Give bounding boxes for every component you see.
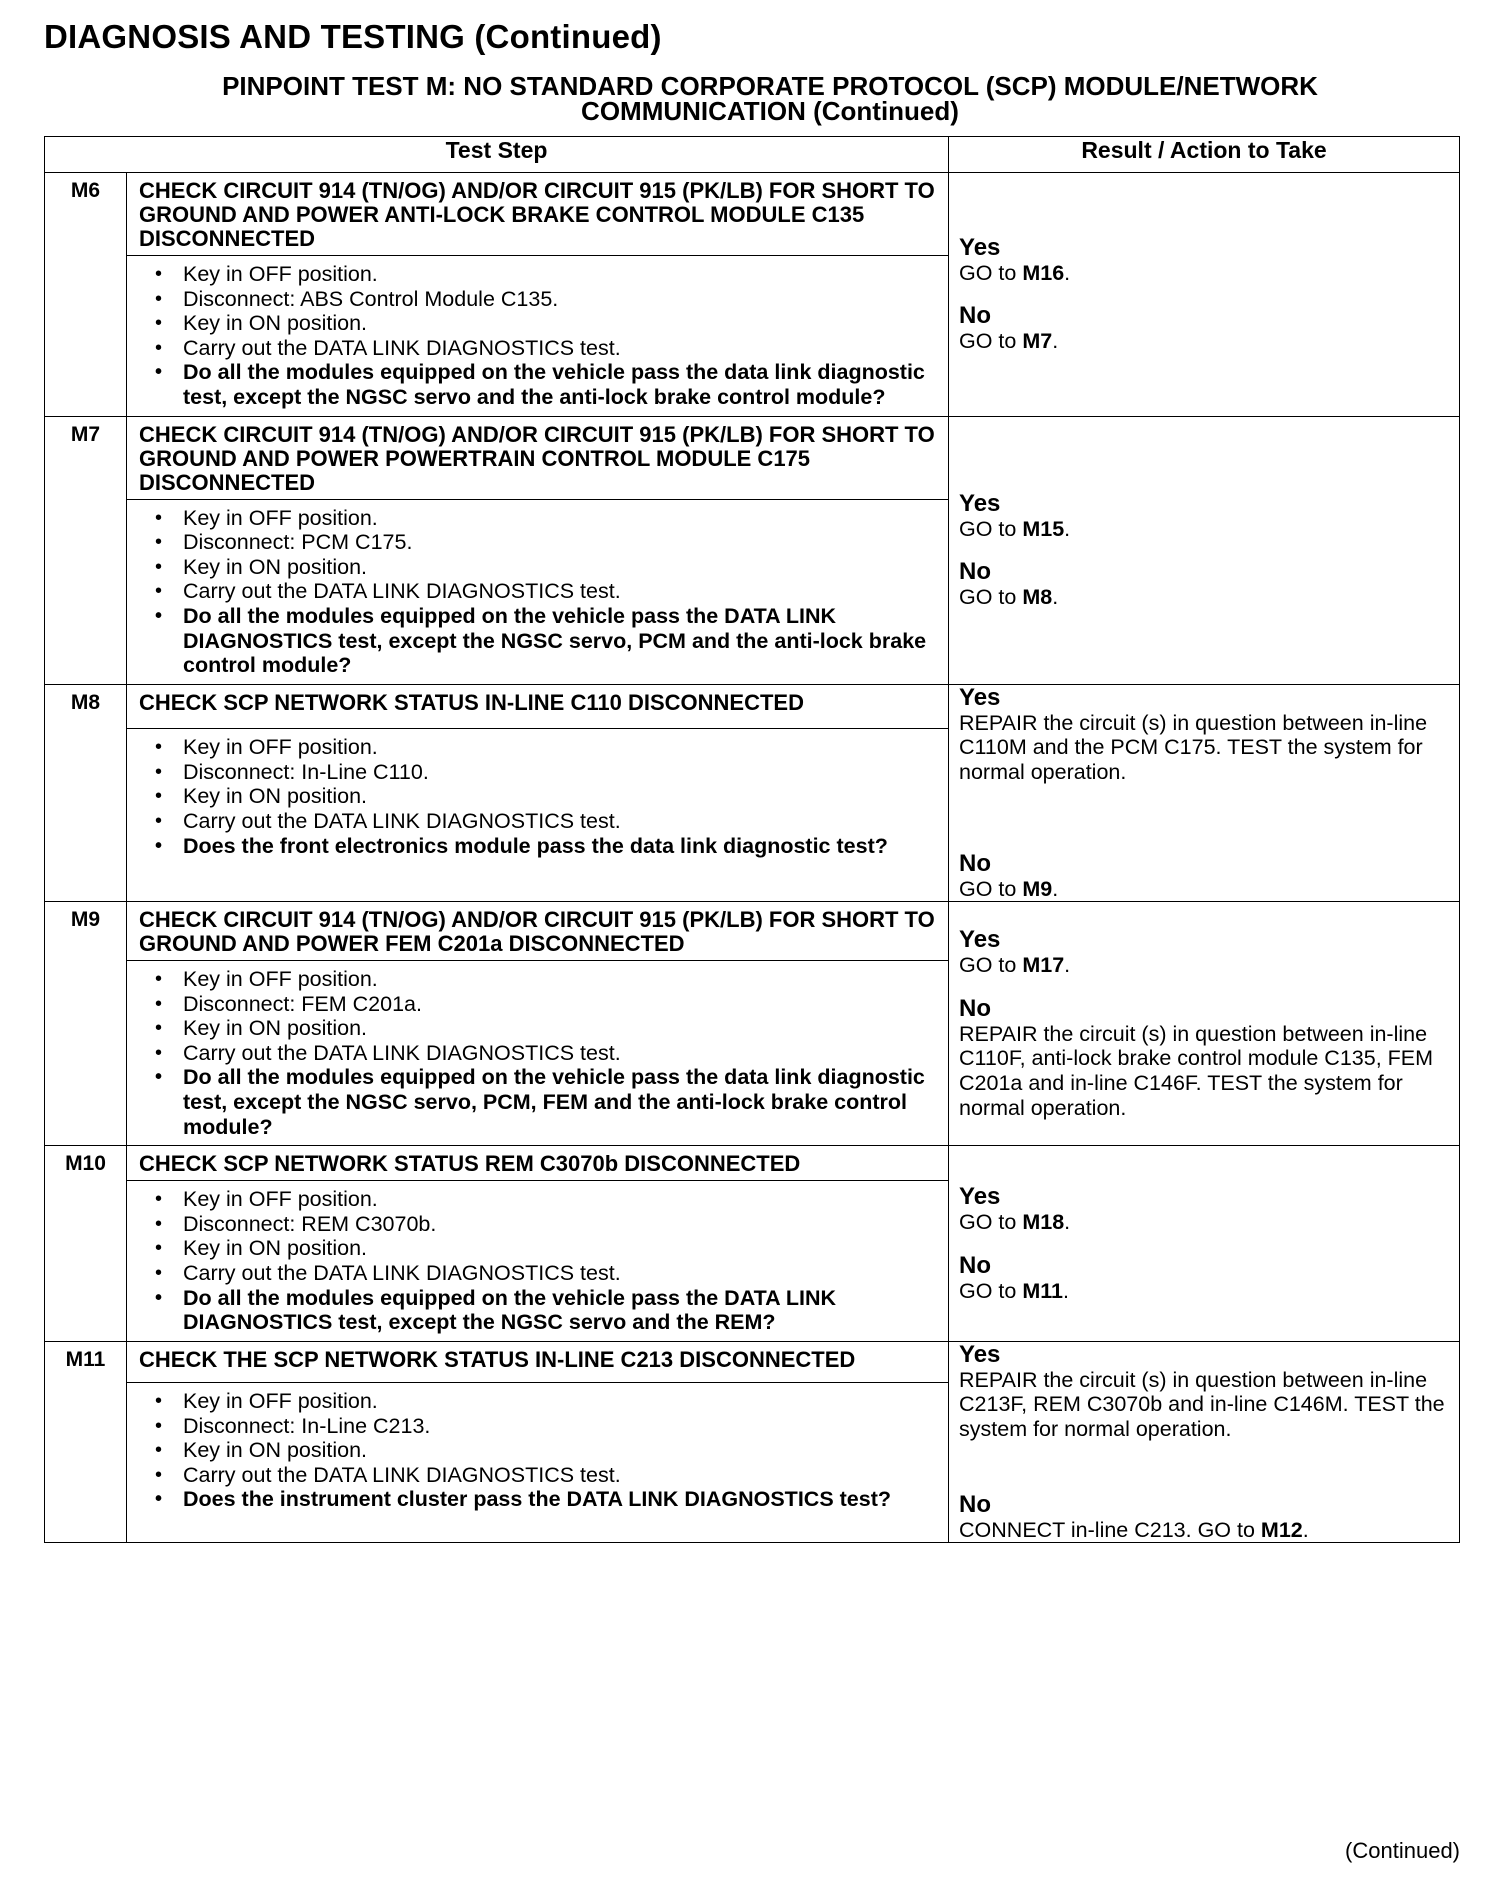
action-list xyxy=(127,967,942,1139)
yes-text: GO to xyxy=(959,516,1023,541)
yes-label: Yes xyxy=(959,683,1001,711)
step-question: • Do all the modules equipped on the vehicle pass the DATA LINK DIAGNOSTICS test, except the NGSC servo and the REM? xyxy=(155,1286,942,1335)
step-title-row xyxy=(45,416,1460,499)
yes-end: . xyxy=(1064,1209,1071,1234)
no-action xyxy=(959,585,1455,610)
action-list xyxy=(127,1187,942,1335)
result-cell xyxy=(949,173,1460,417)
step-id: M7 xyxy=(45,416,127,499)
yes-action xyxy=(959,1368,1455,1442)
table-header xyxy=(45,137,1460,173)
no-ref: M9 xyxy=(1022,876,1053,901)
yes-text: REPAIR the circuit (s) in question between in-line C213F, REM C3070b and in-line C146M. TEST the system for normal operation. xyxy=(959,1367,1445,1441)
step-body xyxy=(127,729,949,902)
yes-ref: M15 xyxy=(1022,516,1065,541)
no-action xyxy=(959,877,1455,902)
pinpoint-test-table xyxy=(44,136,1460,1543)
action-item: • Key in ON position. xyxy=(155,784,942,809)
action-item: • Key in OFF position. xyxy=(155,1187,942,1212)
step-title-row xyxy=(45,173,1460,256)
yes-action xyxy=(959,517,1455,542)
no-text: GO to xyxy=(959,1278,1023,1303)
yes-label: Yes xyxy=(959,233,1001,261)
result-cell xyxy=(949,1146,1460,1342)
action-item: • Key in ON position. xyxy=(155,1236,942,1261)
no-end: . xyxy=(1062,1278,1069,1303)
no-end: . xyxy=(1052,329,1059,354)
result-header: Result / Action to Take xyxy=(949,137,1460,173)
yes-ref: M18 xyxy=(1022,1209,1065,1234)
no-text: GO to xyxy=(959,876,1023,901)
result-cell xyxy=(949,902,1460,1146)
step-title: CHECK SCP NETWORK STATUS IN-LINE C110 DISCONNECTED xyxy=(127,684,949,729)
step-title: CHECK CIRCUIT 914 (TN/OG) AND/OR CIRCUIT 915 (PK/LB) FOR SHORT TO GROUND AND POWER POWERTRAIN CONTROL MODULE C175 DISCONNECTED xyxy=(127,416,949,499)
action-list xyxy=(127,262,942,410)
action-item: • Disconnect: PCM C175. xyxy=(155,530,942,555)
test-title-line1: PINPOINT TEST M: NO STANDARD CORPORATE PROTOCOL (SCP) MODULE/NETWORK xyxy=(222,71,1318,101)
yes-action xyxy=(959,711,1455,785)
yes-text: GO to xyxy=(959,953,1023,978)
step-title: CHECK CIRCUIT 914 (TN/OG) AND/OR CIRCUIT 915 (PK/LB) FOR SHORT TO GROUND AND POWER FEM C201a DISCONNECTED xyxy=(127,902,949,961)
result-cell xyxy=(949,684,1460,901)
no-label: No xyxy=(959,994,992,1022)
step-id-cont xyxy=(45,1383,127,1543)
test-step-header: Test Step xyxy=(45,137,949,173)
step-id-cont xyxy=(45,729,127,902)
step-id: M8 xyxy=(45,684,127,729)
action-item: • Carry out the DATA LINK DIAGNOSTICS test. xyxy=(155,1041,942,1066)
yes-end: . xyxy=(1064,260,1071,285)
step-question: • Do all the modules equipped on the vehicle pass the DATA LINK DIAGNOSTICS test, except the NGSC servo, PCM and the anti-lock brake control module? xyxy=(155,604,942,678)
step-id: M9 xyxy=(45,902,127,961)
step-body xyxy=(127,1383,949,1543)
step-body xyxy=(127,1181,949,1342)
yes-text: GO to xyxy=(959,1209,1023,1234)
test-title-line2: COMMUNICATION (Continued) xyxy=(581,96,959,126)
no-ref: M11 xyxy=(1022,1278,1063,1303)
result-spacer xyxy=(959,1235,1455,1243)
yes-action xyxy=(959,1210,1455,1235)
yes-action xyxy=(959,261,1455,286)
step-id-cont xyxy=(45,1181,127,1342)
step-id: M11 xyxy=(45,1341,127,1382)
step-question: • Does the front electronics module pass the data link diagnostic test? xyxy=(155,834,942,859)
yes-label: Yes xyxy=(959,489,1001,517)
no-action xyxy=(959,1518,1455,1543)
no-label: No xyxy=(959,302,992,330)
step-question: • Does the instrument cluster pass the DATA LINK DIAGNOSTICS test? xyxy=(155,1487,942,1512)
yes-text: REPAIR the circuit (s) in question between in-line C110M and the PCM C175. TEST the system for normal operation. xyxy=(959,710,1428,784)
yes-end: . xyxy=(1064,516,1071,541)
action-item: • Carry out the DATA LINK DIAGNOSTICS test. xyxy=(155,809,942,834)
step-body xyxy=(127,499,949,684)
yes-text: GO to xyxy=(959,260,1023,285)
result-spacer xyxy=(959,541,1455,549)
action-item: • Carry out the DATA LINK DIAGNOSTICS test. xyxy=(155,1463,942,1488)
step-title-row xyxy=(45,684,1460,729)
step-title: CHECK SCP NETWORK STATUS REM C3070b DISCONNECTED xyxy=(127,1146,949,1181)
yes-end: . xyxy=(1064,953,1071,978)
action-item: • Key in OFF position. xyxy=(155,735,942,760)
no-label: No xyxy=(959,849,992,877)
action-item: • Key in ON position. xyxy=(155,555,942,580)
step-id: M10 xyxy=(45,1146,127,1181)
pinpoint-test-title xyxy=(80,71,1460,126)
step-title: CHECK CIRCUIT 914 (TN/OG) AND/OR CIRCUIT 915 (PK/LB) FOR SHORT TO GROUND AND POWER ANTI-LOCK BRAKE CONTROL MODULE C135 DISCONNECTED xyxy=(127,173,949,256)
action-item: • Carry out the DATA LINK DIAGNOSTICS test. xyxy=(155,1261,942,1286)
page-title: DIAGNOSIS AND TESTING (Continued) xyxy=(44,18,662,55)
step-title-row xyxy=(45,1146,1460,1181)
no-end: . xyxy=(1052,585,1059,610)
no-action xyxy=(959,329,1455,354)
action-item: • Disconnect: In-Line C213. xyxy=(155,1414,942,1439)
action-item: • Carry out the DATA LINK DIAGNOSTICS test. xyxy=(155,579,942,604)
result-spacer xyxy=(959,1442,1455,1482)
no-end: . xyxy=(1302,1517,1309,1542)
no-text: REPAIR the circuit (s) in question between in-line C110F, anti-lock brake control module C135, FEM C201a and in-line C146F. TEST the system for normal operation. xyxy=(959,1021,1434,1120)
result-cell xyxy=(949,1341,1460,1542)
step-question: • Do all the modules equipped on the vehicle pass the data link diagnostic test, except the NGSC servo and the anti-lock brake control module? xyxy=(155,360,942,409)
continued-note: (Continued) xyxy=(1345,1838,1460,1863)
no-label: No xyxy=(959,1251,992,1279)
result-spacer xyxy=(959,978,1455,986)
yes-label: Yes xyxy=(959,1182,1001,1210)
step-id-cont xyxy=(45,499,127,684)
no-label: No xyxy=(959,558,992,586)
action-item: • Key in OFF position. xyxy=(155,1389,942,1414)
no-label: No xyxy=(959,1490,992,1518)
action-item: • Carry out the DATA LINK DIAGNOSTICS test. xyxy=(155,336,942,361)
step-body xyxy=(127,961,949,1146)
action-item: • Key in ON position. xyxy=(155,1438,942,1463)
no-text: GO to xyxy=(959,585,1023,610)
step-question: • Do all the modules equipped on the vehicle pass the data link diagnostic test, except the NGSC servo, PCM, FEM and the anti-lock brake control module? xyxy=(155,1065,942,1139)
step-id: M6 xyxy=(45,173,127,256)
no-text: CONNECT in-line C213. GO to xyxy=(959,1517,1261,1542)
result-cell xyxy=(949,416,1460,684)
no-action xyxy=(959,1022,1455,1120)
action-item: • Disconnect: In-Line C110. xyxy=(155,760,942,785)
yes-ref: M17 xyxy=(1022,953,1065,978)
step-body xyxy=(127,256,949,417)
no-ref: M8 xyxy=(1022,585,1053,610)
action-item: • Disconnect: REM C3070b. xyxy=(155,1212,942,1237)
action-item: • Key in ON position. xyxy=(155,1016,942,1041)
action-item: • Disconnect: FEM C201a. xyxy=(155,992,942,1017)
yes-action xyxy=(959,953,1455,978)
action-item: • Disconnect: ABS Control Module C135. xyxy=(155,287,942,312)
step-id-cont xyxy=(45,256,127,417)
action-list xyxy=(127,735,942,858)
result-spacer xyxy=(959,285,1455,293)
no-ref: M12 xyxy=(1260,1517,1303,1542)
yes-label: Yes xyxy=(959,1340,1001,1368)
no-action xyxy=(959,1279,1455,1304)
no-ref: M7 xyxy=(1022,329,1053,354)
step-title: CHECK THE SCP NETWORK STATUS IN-LINE C213 DISCONNECTED xyxy=(127,1341,949,1382)
action-list xyxy=(127,1389,942,1512)
step-title-row xyxy=(45,1341,1460,1382)
action-item: • Key in OFF position. xyxy=(155,262,942,287)
yes-label: Yes xyxy=(959,926,1001,954)
step-id-cont xyxy=(45,961,127,1146)
action-item: • Key in OFF position. xyxy=(155,967,942,992)
yes-ref: M16 xyxy=(1022,260,1065,285)
action-list xyxy=(127,506,942,678)
no-end: . xyxy=(1052,876,1059,901)
no-text: GO to xyxy=(959,329,1023,354)
action-item: • Key in OFF position. xyxy=(155,506,942,531)
action-item: • Key in ON position. xyxy=(155,311,942,336)
result-spacer xyxy=(959,785,1455,841)
step-title-row xyxy=(45,902,1460,961)
